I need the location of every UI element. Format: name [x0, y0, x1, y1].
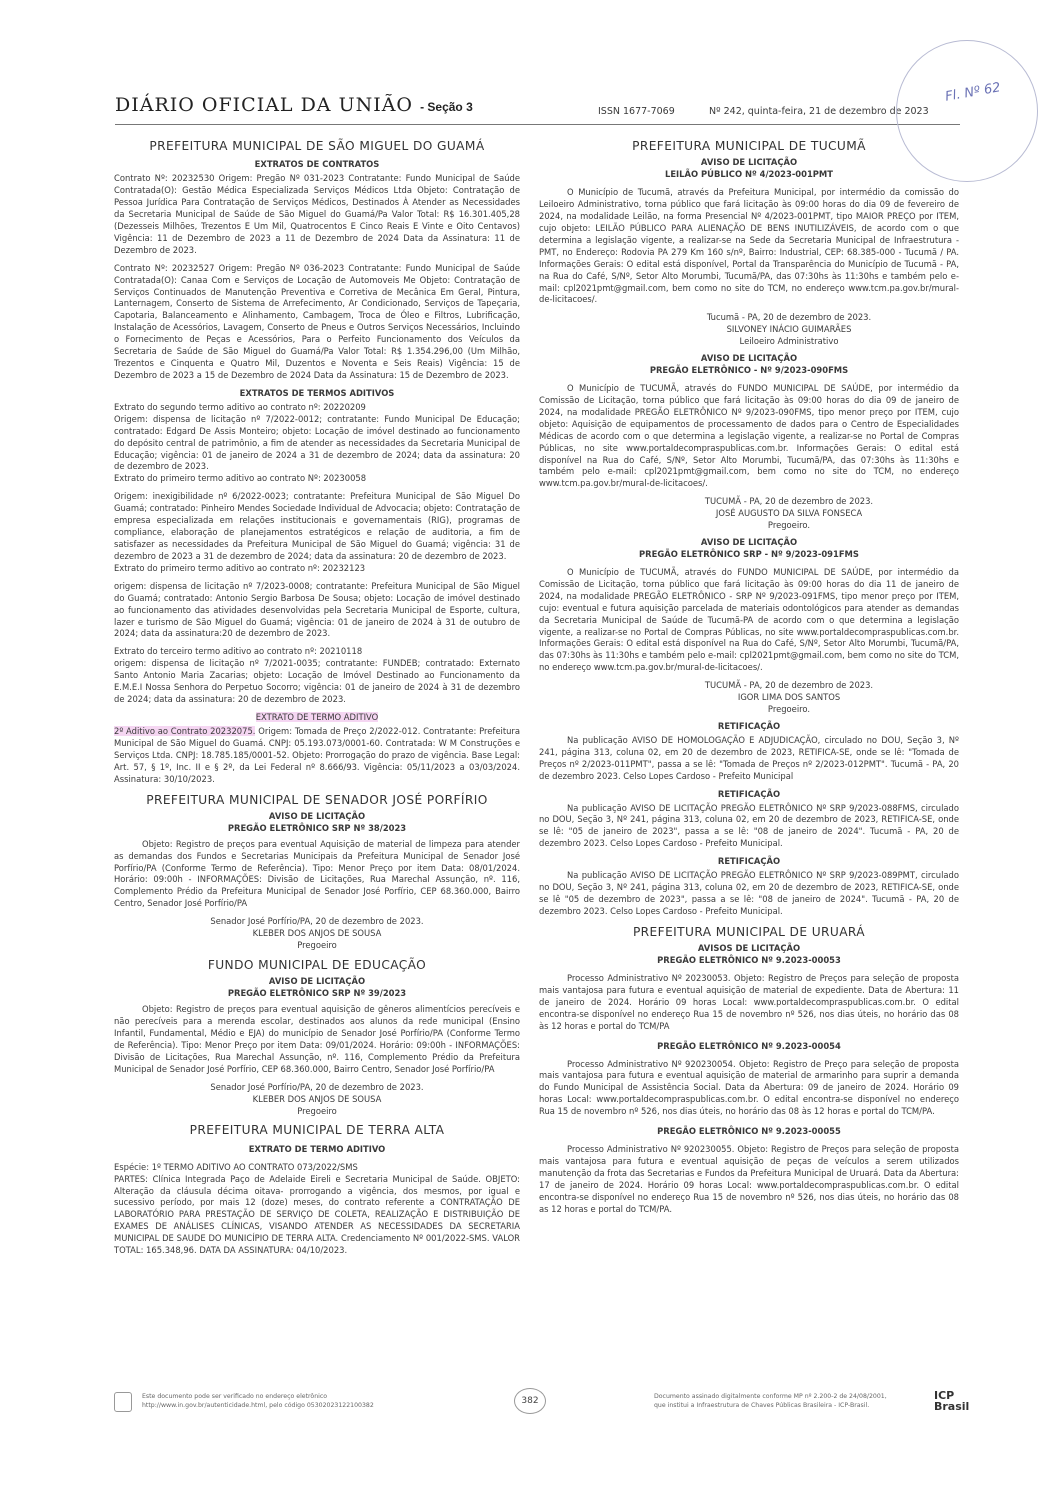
- paragraph: Extrato do primeiro termo aditivo ao contrato Nº: 20230058: [114, 473, 367, 484]
- org-heading: FUNDO MUNICIPAL DE EDUCAÇÃO: [207, 957, 427, 972]
- left-column: [114, 134, 520, 1263]
- journal-title: DIÁRIO OFICIAL DA UNIÃO - Seção 3: [115, 94, 473, 116]
- paragraph: Processo Administrativo Nº 920230055. Objeto: Registro de Preços para seleção de proposta mais vantajosa para futura e eventual aquisição de peças de veículos a serem utilizados manutenção da frota das Secretarias e Fundos da Prefeitura Municipal de Uruará. Data da Abertura: 17 de janeiro de 2024. Horário 09 horas Local: www.portaldecompraspublicas.com.br. O edital encontra-se disponível no endereço Rua 15 de novembro nº 526, nos dias úteis, no horário das 08 as 12 horas e portal do TCM/PA.: [539, 1144, 959, 1214]
- subheading: AVISOS DE LICITAÇÃO: [697, 943, 801, 954]
- org-heading: PREFEITURA MUNICIPAL DE SÃO MIGUEL DO GUAMÁ: [149, 139, 485, 153]
- org-heading: PREFEITURA MUNICIPAL DE TUCUMÃ: [632, 139, 866, 153]
- coat-of-arms-icon: [114, 1392, 132, 1412]
- paragraph: O Município de Tucumã, através da Prefeitura Municipal, por intermédio da comissão do Leiloeiro Administrativo, torna público que fará licitação às 09:00 horas do dia 09 de fevereiro de 2024, na modalidade Leilão, na forma Presencial Nº 4/2023-001PMT, tipo MAIOR PREÇO por ITEM, cujo objeto: LEILÃO PÚBLICO PARA ALIENAÇÃO DE BENS INUTILIZÁVEIS, de acordo com o que determina a legislação vigente, a realizar-se na Sede da Secretaria Municipal de Infraestrutura - PMT, no Endereço: Rodovia PA 279 Km 160 s/nº, Bairro: Industrial, CEP: 68.385-000 - Tucumã / PA. Informações Gerais: O edital está disponível, Portal da Transparência do Município de Tucumã - PA, na Rua do Café, S/Nº, Setor Alto Morumbi, Tucumã/PA, das 07:30hs às 11:30hs e também pelo e-mail: cpl2021pmt@gmail.com, bem como no site do TCM, no endereço www.tcm.pa.gov.br/mural-de-licitacoes/.: [539, 187, 959, 305]
- paragraph: O Município de TUCUMÃ, através do FUNDO MUNICIPAL DE SAÚDE, por intermédio da Comissão de Licitação, torna público que fará licitação às 09:00 horas do dia 11 de janeiro de 2024, na modalidade PREGÃO ELETRÔNICO - SRP Nº 9/2023-091FMS, tipo menor preço por ITEM, cujo: eventual e futura aquisição parcelada de materiais odontológicos para atender as demandas da Secretaria Municipal de Saúde de Tucumã-PA de acordo com o que determina a legislação vigente, a realizar-se no Portal de Compras Públicas, no site www.portaldecompraspublicas.com.br. Informações Gerais: O edital está disponível na Rua do Café, S/Nº, Setor Alto Morumbi, Tucumã/PA, das 07:30hs às 11:30hs e também pelo e-mail: cpl2021pmt@gmail.com, bem como no site do TCM, no endereço www.tcm.pa.gov.br/mural-de-licitacoes/.: [539, 566, 959, 673]
- signature-name: SILVONEY INÁCIO GUIMARÃES: [726, 324, 852, 335]
- subheading: AVISO DE LICITAÇÃO: [268, 810, 366, 821]
- paragraph: Extrato do terceiro termo aditivo ao contrato nº: 20210118: [114, 646, 363, 657]
- paragraph: Contrato Nº: 20232527 Origem: Pregão Nº 036-2023 Contratante: Fundo Municipal de Saúde Contratada(O): Canaa Com e Serviços de Locação de Automoveis Me Objeto: Contratação de Serviços Continuados de Manutenção Preventiva e Corretiva de Mecânica Em Geral, Pintura, Lanternagem, Conserto de Sistema de Arrefecimento, Ar Condicionado, Serviços de Tapeçaria, Capotaria, Balanceamento e Alinhamento, Cambagem, Troca de Óleo e Filtros, Lubrificação, Instalação de Acessórios, Lavagem, Conserto de Pneus e Outros Serviços Necessários, Incluindo o Fornecimento de Peças e Acessórios, Para o Perfeito Funcionamento dos Veículos da Secretaria de Saúde de São Miguel do Guamá/Pa Valor Total: R$ 1.354.296,00 (Um Milhão, Trezentos e Cinquenta e Quatro Mil, Duzentos e Noventa e Seis Reais) Vigência: 15 de Dezembro de 2023 a 15 de Dezembro de 2024 Data da Assinatura: 15 de Dezembro de 2023.: [114, 262, 520, 380]
- verification-note: Este documento pode ser verificado no endereço eletrônico http://www.in.gov.br/autenticidade.html, pelo código 05302023122100382: [142, 1393, 374, 1410]
- paragraph: Extrato do segundo termo aditivo ao contrato nº: 20220209: [114, 401, 366, 412]
- subheading: EXTRATOS DE CONTRATOS: [254, 159, 380, 170]
- signature-name: KLEBER DOS ANJOS DE SOUSA: [252, 1093, 382, 1104]
- org-heading: PREFEITURA MUNICIPAL DE SENADOR JOSÉ PORFÍRIO: [146, 792, 488, 807]
- signature-name: JOSÉ AUGUSTO DA SILVA FONSECA: [715, 508, 863, 519]
- signature-role: Pregoeiro.: [767, 704, 811, 715]
- subheading: PREGÃO ELETRÔNICO Nº 9.2023-00053: [657, 955, 841, 966]
- signature-name: KLEBER DOS ANJOS DE SOUSA: [252, 928, 382, 939]
- signature-note: Documento assinado digitalmente conforme MP nº 2.200-2 de 24/08/2001, que institui a Infraestrutura de Chaves Públicas Brasileira - ICP-Brasil.: [654, 1393, 887, 1410]
- paragraph: Na publicação AVISO DE HOMOLOGAÇÃO E ADJUDICAÇÃO, circulado no DOU, Seção 3, Nº 241, página 313, coluna 02, em 20 de dezembro de 2023, RETIFICA-SE, onde se lê: "Tomada de Preços nº 2/2023-011PMT", passa a se lê: "Tomada de Preços nº 2/2023-012PMT". Tucumã - PA, 20 de dezembro 2023. Celso Lopes Cardoso - Prefeito Municipal: [539, 734, 959, 781]
- signature-role: Leiloeiro Administrativo: [739, 336, 839, 347]
- icp-brasil-logo: ICP Brasil: [934, 1389, 970, 1413]
- paragraph: O Município de TUCUMÃ, através do FUNDO MUNICIPAL DE SAÚDE, por intermédio da Comissão de Licitação, torna público que fará licitação às 09:00 horas do dia 09 de janeiro de 2024, na modalidade PREGÃO ELETRÔNICO Nº 9/2023-090FMS, tipo menor preço por ITEM, cujo objeto: Aquisição de equipamentos de processamento de dados para o Centro de Especialidades Médicas de acordo com o que determina a legislação vigente, a realizar-se no Portal de Compras Públicas, no site www.portaldecompraspublicas.com.br. Informações Gerais: O edital está disponível na Rua do Café, S/Nº, Setor Alto Morumbi, Tucumã/PA, das 07:30hs às 11:30hs e também pelo e-mail: cpl2021pmt@gmail.com, bem como no site do TCM, no endereço www.tcm.pa.gov.br/mural-de-licitacoes/.: [539, 383, 959, 489]
- subheading: PREGÃO ELETRÔNICO SRP Nº 38/2023: [227, 822, 407, 833]
- subheading: PREGÃO ELETRÔNICO SRP Nº 39/2023: [227, 988, 407, 999]
- subheading: RETIFICAÇÃO: [717, 856, 781, 867]
- signature-name: IGOR LIMA DOS SANTOS: [737, 692, 841, 703]
- subheading: PREGÃO ELETRÔNICO - Nº 9/2023-090FMS: [649, 365, 849, 376]
- subheading: AVISO DE LICITAÇÃO: [268, 976, 366, 987]
- paragraph: Processo Administrativo Nº 920230054. Objeto: Registro de Preço para seleção de proposta mais vantajosa para futura e eventual aquisição de material de armarinho para suprir a demanda do Fundo Municipal de Assistência Social. Data da Abertura: 09 de janeiro de 2024. Horário 09 horas Local: www.portaldecompraspublicas.com.br. O edital encontra-se disponível no endereço Rua 15 de novembro nº 526, nos dias úteis, no horário das 08 às 12 horas e portal do TCM/PA.: [539, 1058, 959, 1117]
- org-heading: PREFEITURA MUNICIPAL DE URUARÁ: [632, 924, 866, 939]
- paragraph: 2º Aditivo ao Contrato 20232075. Origem: Tomada de Preço 2/2022-012. Contratante: Prefeitura Municipal de São Miguel do Guamá. CNPJ: 05.193.073/0001-60. Contratada: W M Construções e Serviços Ltda. CNPJ: 18.785.185/0001-52. Objeto: Prorrogação do prazo de vigência. Base Legal: Art. 57, § 1º, Inc. II e § 2º, da Lei Federal nº 8.666/93. Vigência: 05/11/2023 a 03/03/2024. Assinatura: 30/10/2023.: [114, 725, 520, 784]
- paragraph: Espécie: 1º TERMO ADITIVO AO CONTRATO 073/2022/SMS: [114, 1161, 358, 1172]
- subheading: LEILÃO PÚBLICO Nº 4/2023-001PMT: [665, 169, 833, 180]
- subheading: RETIFICAÇÃO: [717, 788, 781, 799]
- highlighted-subheading: EXTRATO DE TERMO ADITIVO: [255, 711, 379, 722]
- page-header: [115, 90, 960, 125]
- subheading: EXTRATOS DE TERMOS ADITIVOS: [239, 387, 395, 398]
- right-column: [539, 134, 959, 1222]
- paragraph: PARTES: Clínica Integrada Paço de Adelaide Eireli e Secretaria Municipal de Saúde. OBJETO: Alteração da cláusula décima oitava- prorrogando a vigência, dos mesmos, por igual e sucessivo período, por mais 12 (doze) meses, do contrato referente a CONTRATAÇÃO DE LABORATÓRIO PARA PRESTAÇÃO DE SERVIÇO DE COLETA, REALIZAÇÃO E DISTRIBUIÇÃO DE EXAMES DE ANÁLISES CLÍNICAS, VISANDO ATENDER AS NECESSIDADES DA SECRETARIA MUNICIPAL DE SAUDE DO MUNICÍPIO DE TERRA ALTA. Credenciamento Nº 001/2022-SMS. VALOR TOTAL: 165.348,96. DATA DA ASSINATURA: 04/10/2023.: [114, 1173, 520, 1256]
- signature-place-date: Tucumã - PA, 20 de dezembro de 2023.: [706, 312, 872, 323]
- subheading: RETIFICAÇÃO: [717, 720, 781, 731]
- subheading: [114, 712, 520, 724]
- signature-place-date: TUCUMÃ - PA, 20 de dezembro de 2023.: [704, 680, 874, 691]
- paragraph: Processo Administrativo Nº 20230053. Objeto: Registro de Preços para seleção de proposta mais vantajosa para futura e eventual aquisição de material de expediente. Data de Abertura: 11 de janeiro de 2024. Horário 09 horas Local: www.portaldecompraspublicas.com.br. O edital encontra-se disponível no endereço Rua 15 de novembro nº 526, nos dias úteis, no horário das 08 às 12 horas e portal do TCM/PA: [539, 972, 959, 1031]
- org-heading: PREFEITURA MUNICIPAL DE TERRA ALTA: [189, 1123, 445, 1138]
- signature-role: Pregoeiro: [297, 940, 337, 951]
- section-label: - Seção 3: [420, 100, 473, 114]
- subheading: PREGÃO ELETRÔNICO Nº 9.2023-00055: [657, 1126, 841, 1137]
- paragraph: origem: dispensa de licitação nº 7/2021-0035; contratante: FUNDEB; contratado: Externato Santo Antonio Maria Zacarias; objeto: Locação de Imóvel Destinado ao Funcionamento da E.M.E.I Nossa Senhora do Perpetuo Socorro; vigência: 01 de janeiro de 2024 à 31 de dezembro de 2024; data da assinatura: 20 de dezembro de 2023.: [114, 658, 520, 705]
- signature-role: Pregoeiro: [297, 1105, 337, 1116]
- paragraph: Extrato do primeiro termo aditivo ao contrato nº: 20232123: [114, 562, 366, 573]
- subheading: PREGÃO ELETRÔNICO SRP - Nº 9/2023-091FMS: [639, 548, 859, 559]
- subheading: AVISO DE LICITAÇÃO: [700, 157, 798, 168]
- signature-place-date: Senador José Porfírio/PA, 20 de dezembro de 2023.: [210, 1081, 424, 1092]
- issue-date: Nº 242, quinta-feira, 21 de dezembro de 2023: [709, 106, 929, 117]
- subheading: AVISO DE LICITAÇÃO: [700, 353, 798, 364]
- stamp-page-number: Fl. Nº 62: [944, 80, 1002, 105]
- paragraph: Contrato Nº: 20232530 Origem: Pregão Nº 031-2023 Contratante: Fundo Municipal de Saúde Contratada(O): Gestão Médica Especializada Serviços Médicos Ltda Objeto: Contratação de Pessoa Jurídica Para Contratação de Serviços Médicos, Destinados À Atender as Necessidades da Secretaria Municipal de Saúde de São Miguel do Guamá/Pa Valor Total: R$ 16.301.405,28 (Dezesseis Milhões, Trezentos E Um Mil, Quatrocentos E Cinco Reais E Vinte e Oito Centavos) Vigência: 11 de Dezembro de 2023 a 11 de Dezembro de 2024 Data da Assinatura: 11 de Dezembro de 2023.: [114, 173, 520, 255]
- paragraph: Na publicação AVISO DE LICITAÇÃO PREGÃO ELETRÔNICO Nº SRP 9/2023-088FMS, circulado no DOU, Seção 3, Nº 241, página 313, coluna 02, em 20 de dezembro de 2023, RETIFICA-SE, onde se lê: "05 de janeiro de 2023", passa a se lê: "08 de janeiro de 2024". Tucumã - PA, 20 de dezembro 2023. Celso Lopes Cardoso - Prefeito Municipal.: [539, 802, 959, 849]
- signature-place-date: TUCUMÃ - PA, 20 de dezembro de 2023.: [704, 496, 874, 507]
- paragraph: Origem: dispensa de licitação nº 7/2022-0012; contratante: Fundo Municipal De Educação; contratado: Edgard De Assis Monteiro; objeto: Locação de imóvel destinado ao funcionamento do depósito central de patrimônio, a fim de atender as necessidades da Secretaria Municipal de Educação; vigência: 01 de janeiro de 2024 a 31 de dezembro de 2024; data da assinatura: 20 de dezembro de 2023.: [114, 413, 520, 472]
- page-footer: [114, 1389, 970, 1416]
- paragraph: Objeto: Registro de preços para eventual aquisição de gêneros alimentícios perecíveis e não perecíveis para a merenda escolar, destinados aos alunos da rede municipal (Ensino Infantil, Fundamental, Médio e EJA) do município de Senador José Porfírio/PA (Conforme Termo de Referência). Tipo: Menor Preço por item Data: 09/01/2024. Horário: 09:00h - INFORMAÇÕES: Divisão de Licitações, Rua Marechal Assunção, nº. 116, Complemento Prédio da Prefeitura Municipal de Senador José Porfírio, CEP 68.360.000, Bairro Centro, Senador José Porfírio/PA: [114, 1004, 520, 1074]
- highlighted-text: 2º Aditivo ao Contrato 20232075.: [114, 725, 256, 736]
- subheading: AVISO DE LICITAÇÃO: [700, 537, 798, 548]
- signature-place-date: Senador José Porfírio/PA, 20 de dezembro de 2023.: [210, 916, 424, 927]
- signature-role: Pregoeiro.: [767, 520, 811, 531]
- paragraph: Objeto: Registro de preços para eventual Aquisição de material de limpeza para atender as demandas dos Fundos e Secretarias Municipais da Prefeitura Municipal de Senador José Porfírio/PA (Conforme Termo de Referência). Tipo: Menor Preço por item Data: 08/01/2024. Horário: 09:00h - INFORMAÇÕES: Divisão de Licitações, Rua Marechal Assunção, nº. 116, Complemento Prédio da Prefeitura Municipal de Senador José Porfírio, CEP 68.360.000, Bairro Centro, Senador José Porfírio/PA: [114, 838, 520, 909]
- subheading: PREGÃO ELETRÔNICO Nº 9.2023-00054: [657, 1040, 841, 1051]
- page-number: 382: [514, 1388, 546, 1414]
- issn: ISSN 1677-7069: [598, 106, 675, 117]
- paragraph: origem: dispensa de licitação nº 7/2023-0008; contratante: Prefeitura Municipal de São Miguel do Guamá; contratado: Antonio Sergio Barbosa De Sousa; objeto: Locação de imóvel destinado ao funcionamento das atividades desenvolvidas pela Secretaria Municipal de Esporte, cultura, lazer e turismo de São Miguel do Guamá; vigência: 01 de janeiro de 2024 à 31 de outubro de 2024; data da assinatura:20 de dezembro de 2023.: [114, 580, 520, 639]
- paragraph: Origem: inexigibilidade nº 6/2022-0023; contratante: Prefeitura Municipal de São Miguel Do Guamá; contratado: Pinheiro Mendes Sociedade Individual de Advocacia; objeto: Contratação de empresa especializada em relações institucionais e governamentais (RIG), programas de compliance, elaboração de planejamentos estratégicos e relação de auditoria, a fim de satisfazer as necessidades da Prefeitura Municipal de São Miguel do Guamá; vigência: 31 de dezembro de 2023 a 31 de dezembro de 2024; data da assinatura: 20 de dezembro de 2023.: [114, 491, 520, 561]
- paragraph: Na publicação AVISO DE LICITAÇÃO PREGÃO ELETRÔNICO Nº SRP 9/2023-089PMT, circulado no DOU, Seção 3, Nº 241, página 313, coluna 02, em 20 de dezembro de 2023, RETIFICA-SE, onde se lê "05 de dezembro de 2023", passa a se lê: "08 de janeiro de 2024". Tucumã - PA, 20 de dezembro 2023. Celso Lopes Cardoso - Prefeito Municipal.: [539, 870, 959, 916]
- subheading: EXTRATO DE TERMO ADITIVO: [248, 1143, 386, 1154]
